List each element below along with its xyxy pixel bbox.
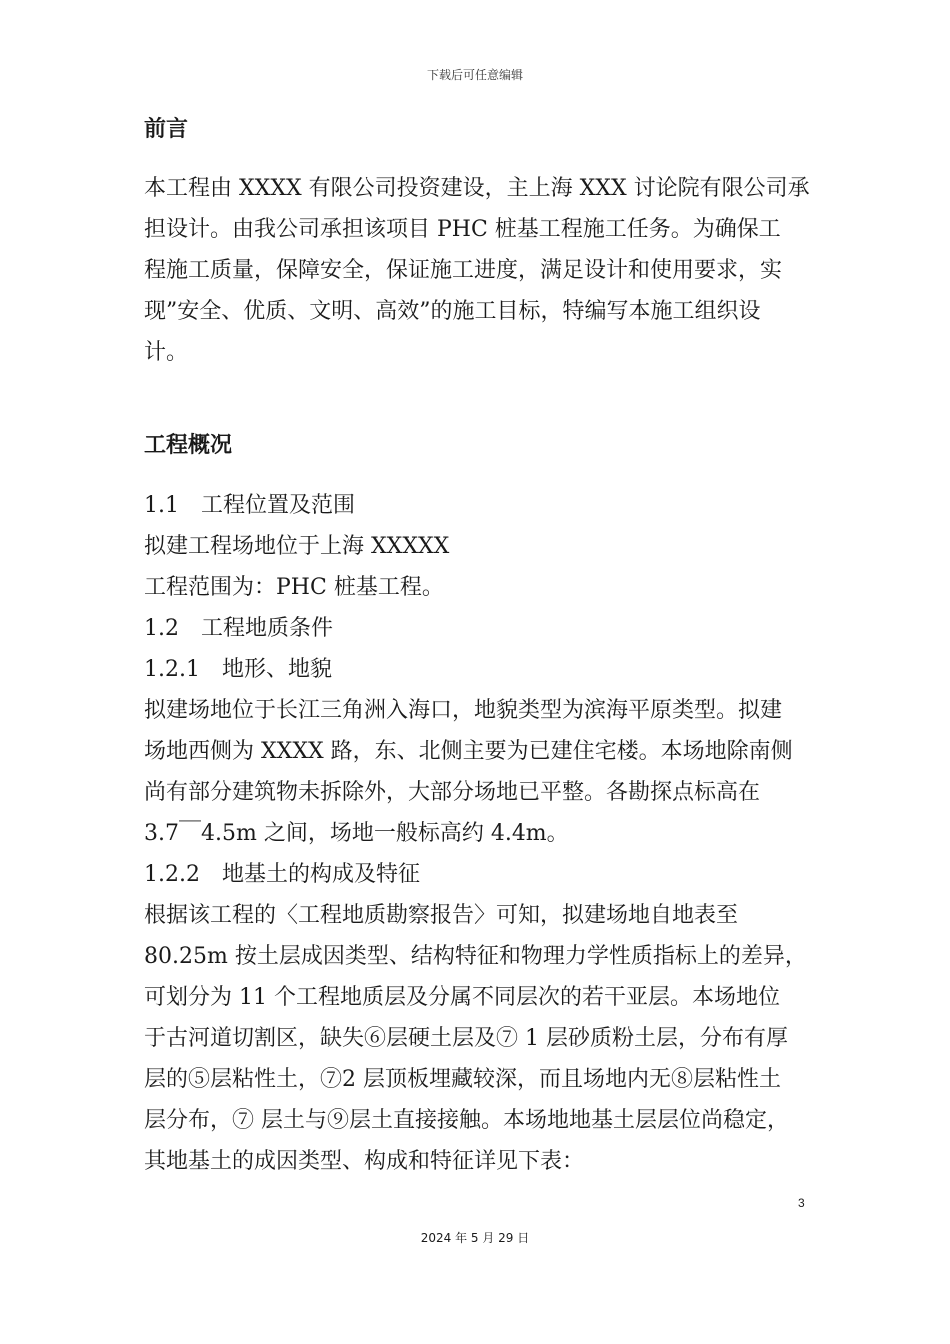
text-line: 层分布，⑦ 层土与⑨层土直接接触。本场地地基土层层位尚稳定， <box>144 1108 789 1133</box>
text-line: 1.2 工程地质条件 <box>144 616 333 641</box>
text-line: 1.2.2 地基土的构成及特征 <box>144 862 420 887</box>
text-line: 计。 <box>144 340 189 365</box>
text-line: 3.7￣4.5m 之间，场地一般标高约 4.4m。 <box>144 821 569 846</box>
text-line: 工程范围为：PHC 桩基工程。 <box>144 575 444 600</box>
text-line: 拟建场地位于长江三角洲入海口，地貌类型为滨海平原类型。拟建 <box>144 698 783 723</box>
page-header: 下载后可任意编辑 <box>426 68 523 82</box>
text-line: 程施工质量，保障安全，保证施工进度，满足设计和使用要求，实 <box>144 258 783 283</box>
text-line: 层的⑤层粘性土，⑦2 层顶板埋藏较深，而且场地内无⑧层粘性土 <box>144 1067 781 1092</box>
section-title-overview: 工程概况 <box>144 433 233 458</box>
text-line: 担设计。由我公司承担该项目 PHC 桩基工程施工任务。为确保工 <box>144 217 781 242</box>
section-title-preface: 前言 <box>144 117 189 142</box>
text-line: 拟建工程场地位于上海 XXXXX <box>144 534 450 559</box>
text-line: 其地基土的成因类型、构成和特征详见下表： <box>144 1149 585 1174</box>
overview-paragraph <box>144 486 814 1183</box>
text-line: 80.25m 按土层成因类型、结构特征和物理力学性质指标上的差异， <box>144 944 807 969</box>
text-line: 尚有部分建筑物未拆除外，大部分场地已平整。各勘探点标高在 <box>144 780 761 805</box>
text-line: 于古河道切割区，缺失⑥层硬土层及⑦ 1 层砂质粉土层，分布有厚 <box>144 1026 788 1051</box>
text-line: 场地西侧为 XXXX 路，东、北侧主要为已建住宅楼。本场地除南侧 <box>144 739 793 764</box>
text-line: 可划分为 11 个工程地质层及分属不同层次的若干亚层。本场地位 <box>144 985 780 1010</box>
text-line: 根据该工程的〈工程地质勘察报告〉可知，拟建场地自地表至 <box>144 903 739 928</box>
preface-paragraph <box>144 168 814 373</box>
text-line: 1.1 工程位置及范围 <box>144 493 355 518</box>
page-number: 3 <box>798 1196 805 1210</box>
text-line: 本工程由 XXXX 有限公司投资建设，主上海 XXX 讨论院有限公司承 <box>144 176 810 201</box>
footer-date: 2024 年 5 月 29 日 <box>420 1231 530 1245</box>
text-line: 1.2.1 地形、地貌 <box>144 657 332 682</box>
text-line: 现”安全、优质、文明、高效”的施工目标，特编写本施工组织设 <box>144 299 761 324</box>
